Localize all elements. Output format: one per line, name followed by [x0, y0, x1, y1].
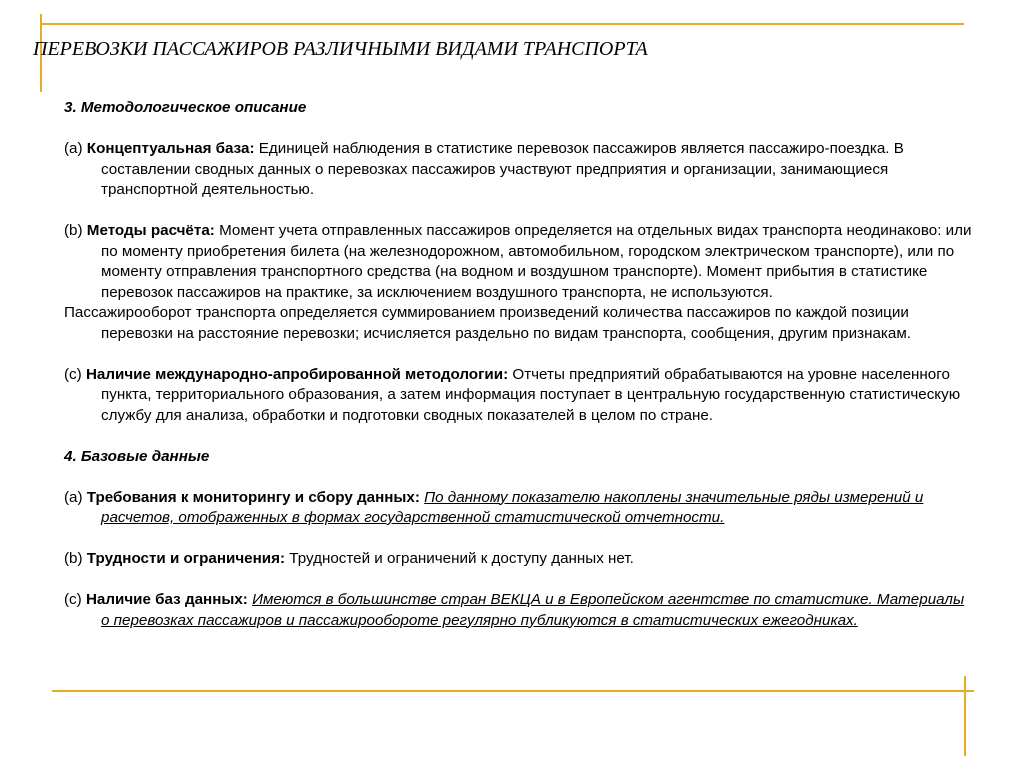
item-marker: (a): [64, 488, 83, 506]
databases-paragraph: [64, 590, 974, 631]
item-marker: (a): [64, 140, 83, 157]
monitoring-requirements-label: Требования к мониторингу и сбору данных:: [86, 488, 420, 506]
right-rule: [964, 676, 966, 756]
methodology-text: Отчеты предприятий обрабатываются на уровне населенного пункта, территориального образования, а затем информация поступает в центральную государственную статистическую службу для анализа, обработки и подготовки сводных показателей в целом по стране.: [101, 365, 961, 424]
page-title: ПЕРЕВОЗКИ ПАССАЖИРОВ РАЗЛИЧНЫМИ ВИДАМИ ТРАНСПОРТА: [33, 38, 648, 60]
methodology-label: Наличие международно-апробированной методологии:: [85, 365, 509, 383]
databases-text: Имеются в большинстве стран ВЕКЦА и в Европейском агентстве по статистике. Материалы о перевозках пассажиров и пассажирообороте регулярно публикуются в статистических ежегодниках.: [101, 591, 965, 629]
methodology-paragraph: [64, 365, 974, 427]
document-body: [64, 98, 974, 631]
difficulties-paragraph: [64, 549, 974, 570]
passenger-turnover-paragraph: Пассажирооборот транспорта определяется суммированием произведений количества пассажиров по каждой позиции перевозки на расстояние перевозки; исчисляется раздельно по видам транспорта, сообщения, другим признакам.: [64, 304, 911, 342]
calculation-methods-paragraph: [64, 221, 974, 303]
spacer: [64, 119, 974, 140]
bottom-rule: [52, 690, 974, 692]
item-marker: (c): [64, 365, 82, 383]
item-marker: (c): [64, 591, 82, 608]
spacer: [64, 344, 974, 365]
spacer: [64, 201, 974, 222]
databases-label: Наличие баз данных:: [85, 591, 248, 608]
spacer: [64, 467, 974, 488]
spacer: [64, 529, 974, 550]
spacer: [64, 426, 974, 447]
spacer: [64, 570, 974, 591]
calculation-methods-text: Момент учета отправленных пассажиров определяется на отдельных видах транспорта неодинаково: или по моменту приобретения билета (на железнодорожном, автомобильном, городском электрическом транспорте), или по моменту отправления транспортного средства (на водном и воздушном транспорте). Момент прибытия в статистике перевозок пассажиров на практике, за исключением воздушного транспорта, не используются.: [101, 222, 972, 301]
top-rule: [40, 23, 964, 25]
conceptual-base-text: Единицей наблюдения в статистике перевозок пассажиров является пассажиро-поездка. В составлении сводных данных о перевозках пассажиров участвуют предприятия и организации, занимающиеся транспортной деятельностью.: [101, 140, 904, 198]
monitoring-requirements-text: По данному показателю накоплены значительные ряды измерений и расчетов, отображенных в формах государственной статистической отчетности.: [101, 488, 924, 526]
conceptual-base-label: Концептуальная база:: [86, 140, 255, 157]
difficulties-text: Трудностей и ограничений к доступу данных нет.: [289, 550, 634, 567]
conceptual-base-paragraph: [64, 139, 974, 201]
calculation-methods-label: Методы расчёта:: [86, 222, 215, 239]
section-4-heading: 4. Базовые данные: [64, 447, 210, 465]
item-marker: (b): [64, 550, 83, 567]
difficulties-label: Трудности и ограничения:: [86, 550, 286, 567]
section-3-heading: 3. Методологическое описание: [64, 99, 307, 116]
item-marker: (b): [64, 222, 83, 239]
monitoring-requirements-paragraph: [64, 488, 974, 529]
